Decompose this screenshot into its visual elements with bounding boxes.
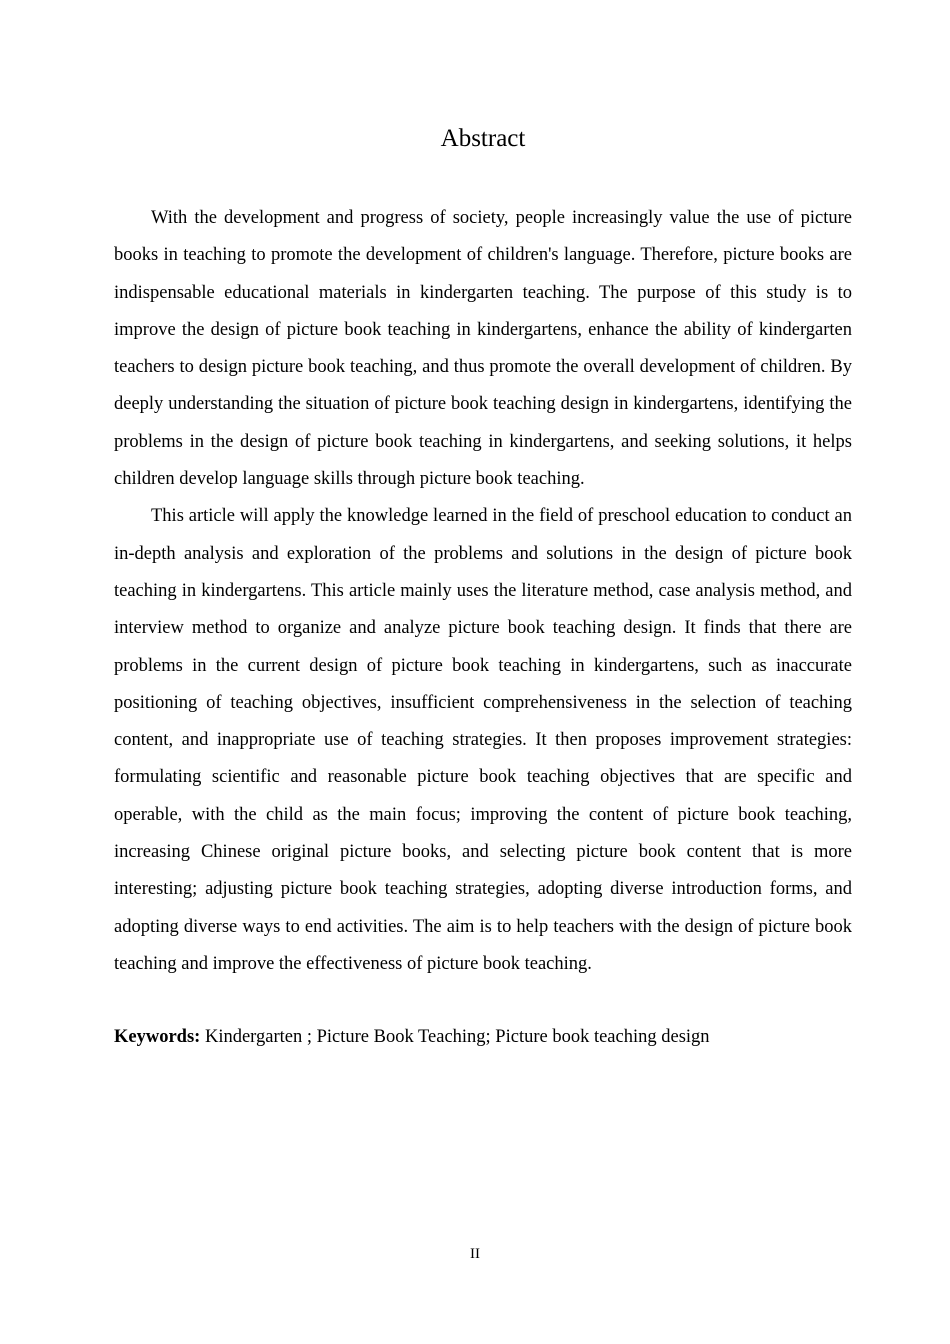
abstract-paragraph-1: With the development and progress of society, people increasingly value the use of picture books in teaching to promote the development of children's language. Therefore, picture books are indispensable educational materials in kindergarten teaching. The purpose of this study is to improve the design of picture book teaching in kindergartens, enhance the ability of kindergarten teachers to design picture book teaching, and thus promote the overall development of children. By deeply understanding the situation of picture book teaching design in kindergartens, identifying the problems in the design of picture book teaching in kindergartens, and seeking solutions, it helps children develop language skills through picture book teaching. bbox=[114, 208, 852, 490]
keywords-value: Kindergarten ; Picture Book Teaching; Picture book teaching design bbox=[204, 1027, 710, 1048]
keywords-line bbox=[114, 1019, 852, 1056]
page-content bbox=[114, 0, 852, 1057]
page-title: Abstract bbox=[440, 125, 526, 152]
abstract-paragraph-2: This article will apply the knowledge learned in the field of preschool education to conduct an in-depth analysis and exploration of the problems and solutions in the design of picture book teaching in kindergartens. This article mainly uses the literature method, case analysis method, and interview method to organize and analyze picture book teaching design. It finds that there are problems in the current design of picture book teaching in kindergartens, such as inaccurate positioning of teaching objectives, insufficient comprehensiveness in the selection of teaching content, and inappropriate use of teaching strategies. It then proposes improvement strategies: formulating scientific and reasonable picture book teaching objectives that are specific and operable, with the child as the main focus; improving the content of picture book teaching, increasing Chinese original picture books, and selecting picture book content that is more interesting; adjusting picture book teaching strategies, adopting diverse introduction forms, and adopting diverse ways to end activities. The aim is to help teachers with the design of picture book teaching and improve the effectiveness of picture book teaching. bbox=[114, 506, 852, 974]
page-number: II bbox=[470, 1246, 480, 1262]
keywords-label: Keywords: bbox=[114, 1027, 205, 1048]
